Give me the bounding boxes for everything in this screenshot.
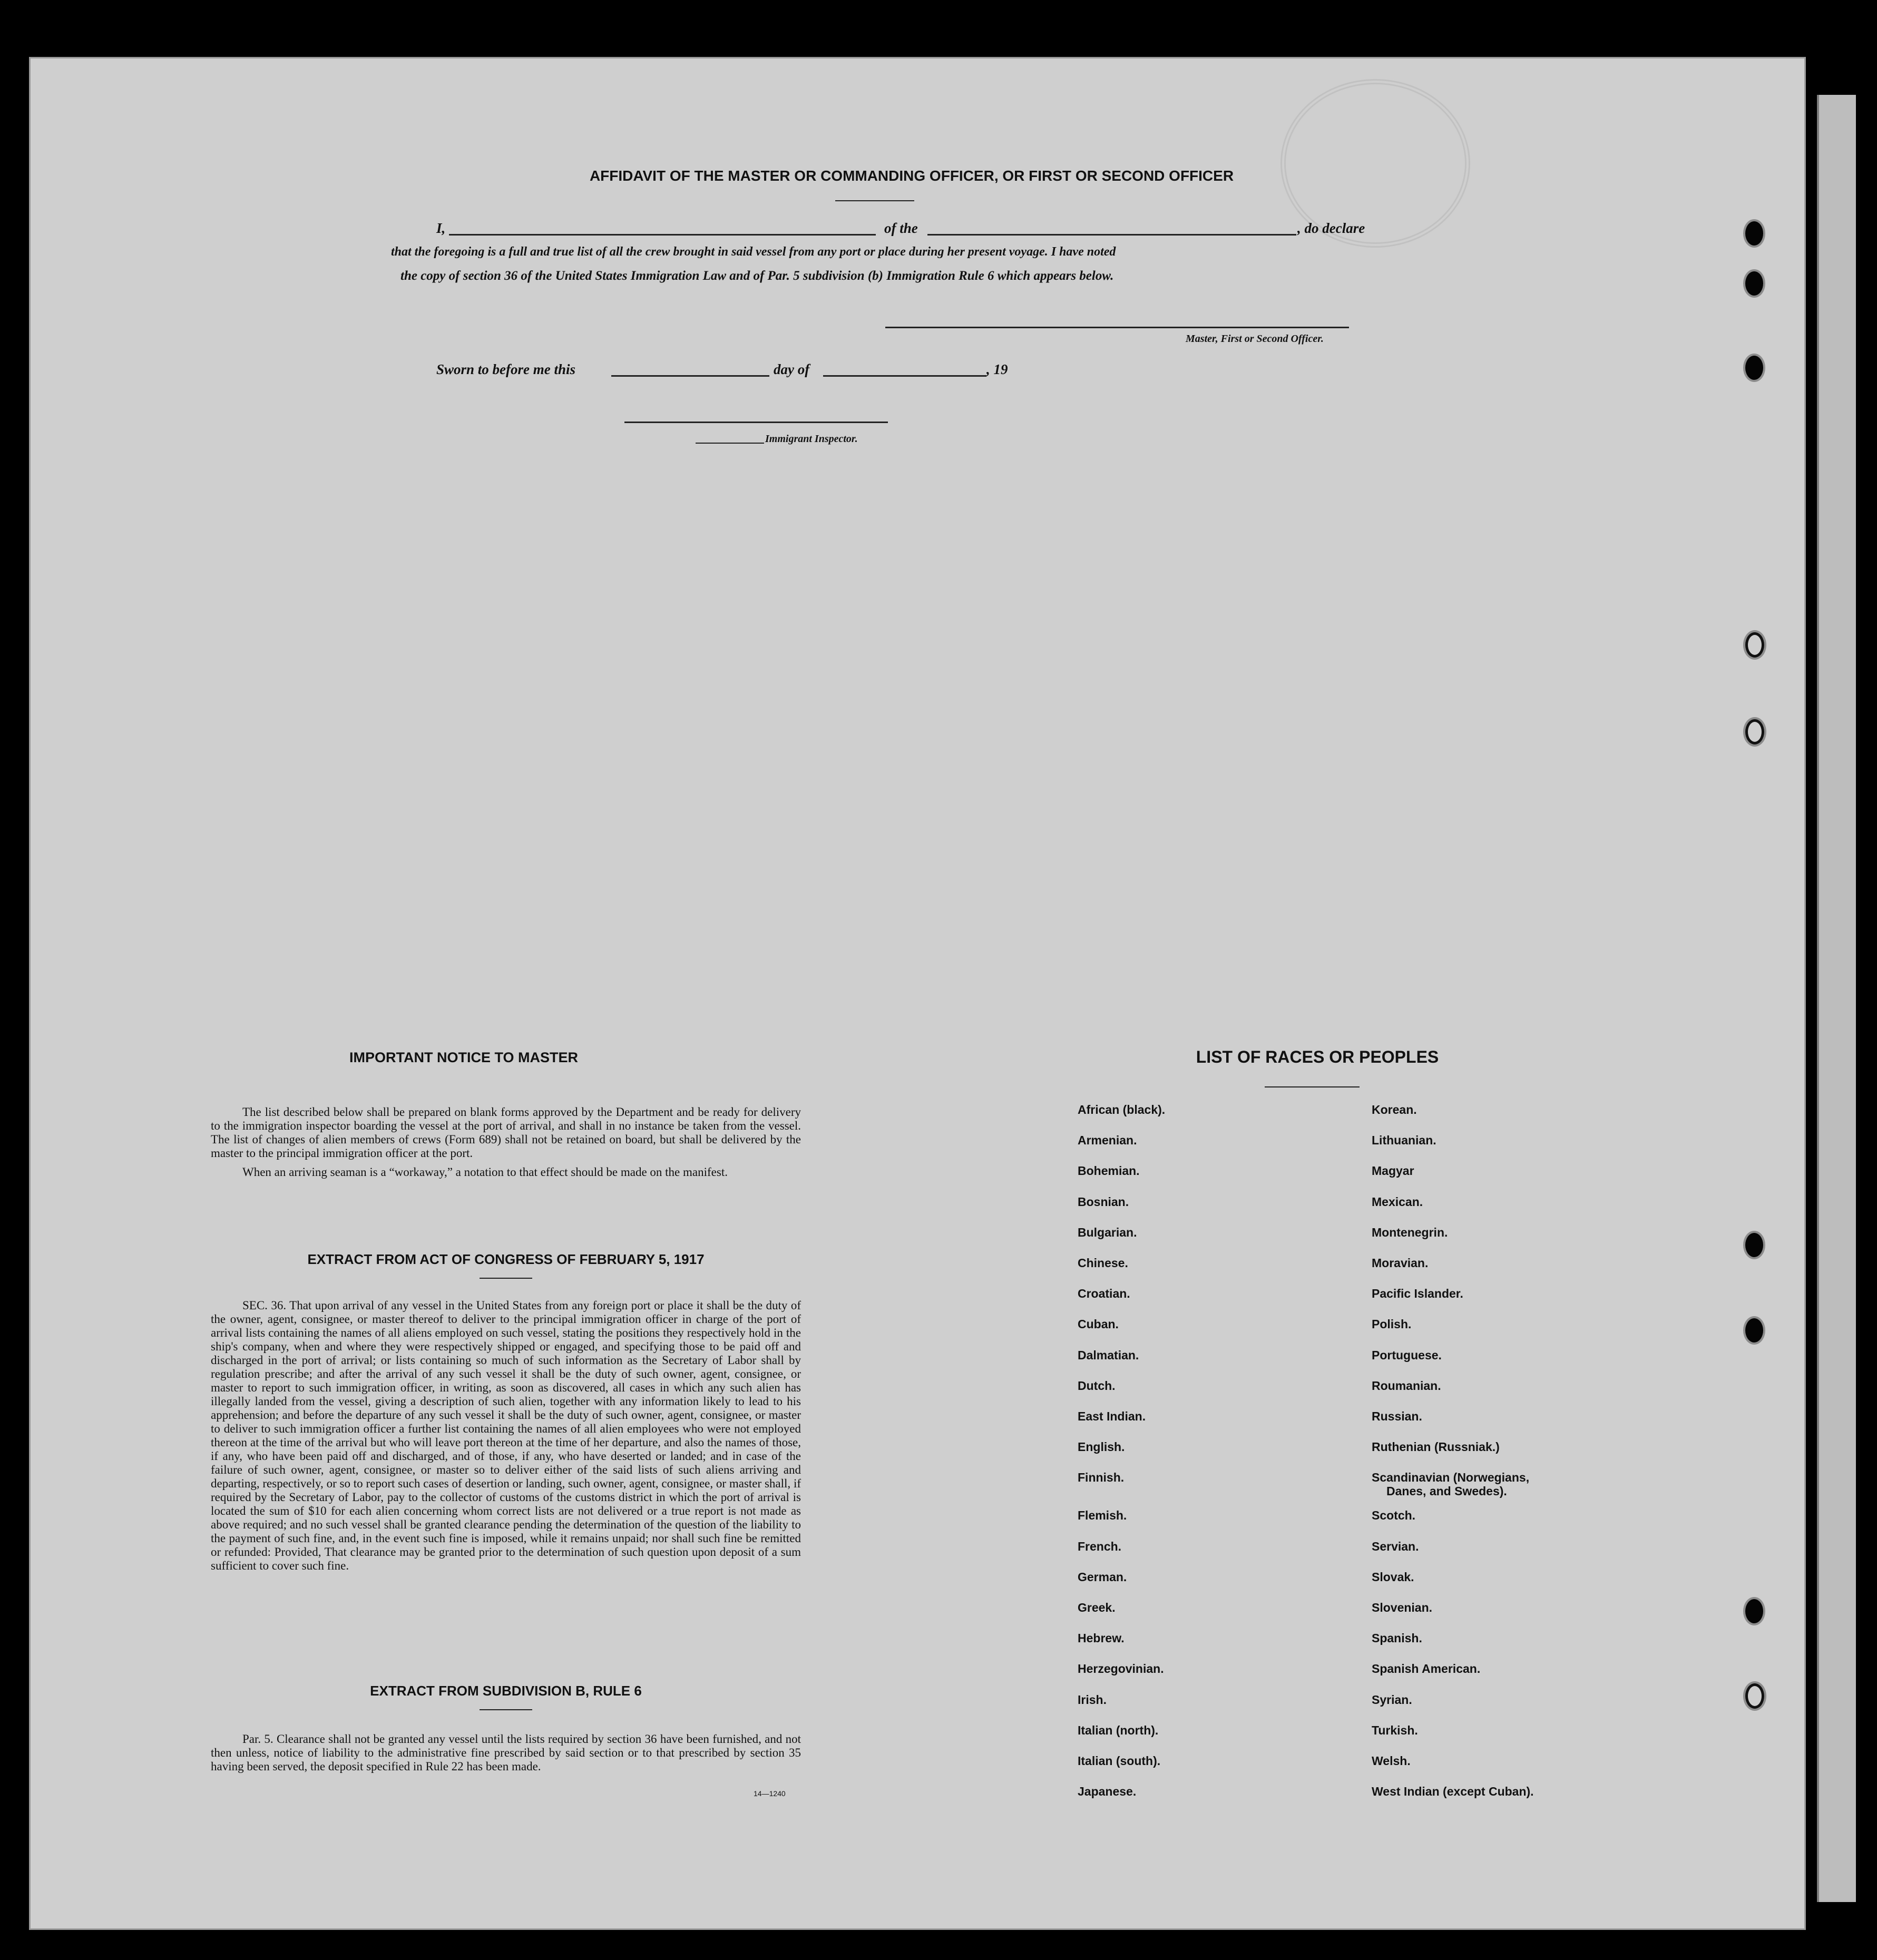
race-item: Russian.: [1372, 1409, 1422, 1423]
binder-hole-icon: [1745, 221, 1763, 246]
binder-hole-icon: [1745, 271, 1763, 296]
race-item: Spanish.: [1372, 1631, 1422, 1645]
race-item: Italian (north).: [1078, 1723, 1159, 1737]
race-item: Japanese.: [1078, 1785, 1137, 1799]
divider: [1265, 1086, 1360, 1087]
races-list-title: LIST OF RACES OR PEOPLES: [1196, 1047, 1439, 1066]
race-item: Slovak.: [1372, 1570, 1414, 1584]
divider: [835, 200, 914, 201]
race-item: Finnish.: [1078, 1471, 1125, 1485]
race-item: Flemish.: [1078, 1508, 1127, 1523]
race-item: Bulgarian.: [1078, 1225, 1137, 1239]
rule-extract-title: EXTRACT FROM SUBDIVISION B, RULE 6: [370, 1683, 642, 1699]
race-item: French.: [1078, 1539, 1122, 1553]
divider: [480, 1278, 532, 1279]
race-item: Bohemian.: [1078, 1164, 1140, 1178]
race-item: Bosnian.: [1078, 1194, 1129, 1209]
sworn-day-label: day of: [774, 361, 810, 377]
vessel-name-field[interactable]: [927, 234, 1296, 236]
race-item: Greek.: [1078, 1601, 1116, 1614]
rule-extract-body: [211, 1732, 801, 1773]
race-item: English.: [1078, 1440, 1125, 1454]
race-item: Moravian.: [1372, 1256, 1429, 1270]
paragraph-5-text: Par. 5. Clearance shall not be granted any vessel until the lists required by section 36 have been furnished, and not then unless, notice of liability to the administrative fine prescribed by said section or to that prescribed by section 35 having been served, the deposit specified in Rule 22 has been made.: [211, 1732, 801, 1773]
race-item: Slovenian.: [1372, 1601, 1433, 1614]
race-item: African (black).: [1078, 1103, 1166, 1116]
race-item: Irish.: [1078, 1692, 1107, 1707]
race-item: Mexican.: [1372, 1194, 1423, 1209]
race-item: Montenegrin.: [1372, 1225, 1448, 1239]
race-item: Spanish American.: [1372, 1662, 1481, 1676]
inspector-signature-prefix: [696, 443, 764, 444]
race-item: Roumanian.: [1372, 1378, 1441, 1393]
affidavit-line-3: the copy of section 36 of the United States Immigration Law and of Par. 5 subdivision (b) Immigration Rule 6 which appears below.: [400, 269, 1114, 283]
binder-hole-icon: [1745, 1318, 1763, 1342]
sworn-year-label: , 19: [986, 361, 1008, 377]
race-item: East Indian.: [1078, 1409, 1146, 1423]
race-item: Dalmatian.: [1078, 1348, 1139, 1362]
sworn-day-field[interactable]: [611, 375, 769, 377]
race-item: Portuguese.: [1372, 1348, 1442, 1362]
affidavit-line-2: that the foregoing is a full and true list of all the crew brought in said vessel from any port or place during her present voyage. I have noted: [391, 245, 1116, 259]
binder-hole-icon: [1745, 719, 1764, 744]
binder-hole-icon: [1745, 1599, 1763, 1623]
race-item: Italian (south).: [1078, 1754, 1161, 1768]
master-signature-field[interactable]: [885, 327, 1349, 328]
race-item: Pacific Islander.: [1372, 1287, 1463, 1301]
notice-paragraph-1: The list described below shall be prepared on blank forms approved by the Department and be ready for delivery to the immigration inspector boarding the vessel at the port of arrival, and shall in no instance be taken from the vessel. The list of changes of alien members of crews (Form 689) shall not be retained on board, but shall be delivered by the master to the principal immigration officer at the port.: [211, 1105, 801, 1160]
inspector-signature-field[interactable]: [624, 422, 888, 423]
vessel-label: of the: [884, 220, 918, 236]
race-item: Cuban.: [1078, 1317, 1119, 1331]
race-item: Scotch.: [1372, 1508, 1416, 1523]
section-36-text: SEC. 36. That upon arrival of any vessel in the United States from any foreign port or place it shall be the duty of the owner, agent, consignee, or master thereof to deliver to the principal immigration officer in charge of the port of arrival lists containing the names of all aliens employed on such vessel, stating the positions they respectively hold in the ship's company, when and where they were respectively shipped or engaged, and specifying those to be paid off and discharged in the port of arrival; or lists containing so much of such information as the Secretary of Labor shall by regulation prescribe; and after the arrival of any such vessel it shall be the duty of such owner, agent, consignee, or master to report to such immigration officer, in writing, as soon as discovered, all cases in which any such alien has illegally landed from the vessel, giving a description of such alien, together with any information likely to lead to his apprehension; and before the departure of any such vessel it shall be the duty of such owner, agent, consignee, or master to deliver to such immigration officer a further list containing the names of all alien employees who were not employed thereon at the time of the arrival but who will leave port thereon at the time of her departure, and also the names of those, if any, who have been paid off and discharged, and of those, if any, who have deserted or landed; and in case of the failure of such owner, agent, consignee, or master so to deliver either of the said lists of such aliens arriving and departing, respectively, or so to report such cases of desertion or landing, such owner, agent, consignee, or master shall, if required by the Secretary of Labor, pay to the collector of customs of the customs district in which the port of arrival is located the sum of $10 for each alien concerning whom correct lists are not delivered or a true report is not made as above required; and no such vessel shall be granted clearance pending the determination of the question of the liability to the payment of such fine, and, in the event such fine is imposed, while it remains unpaid; nor shall such fine be remitted or refunded: Provided, That clearance may be granted prior to the determination of such question upon deposit of a sum sufficient to cover such fine.: [211, 1299, 801, 1572]
declarant-label: I,: [436, 220, 446, 236]
document-sheet: [29, 57, 1806, 1930]
page-edge-strip: [1817, 95, 1856, 1902]
race-item: Hebrew.: [1078, 1631, 1125, 1645]
form-number: 14—1240: [754, 1789, 786, 1798]
race-item: Turkish.: [1372, 1723, 1418, 1737]
race-item: German.: [1078, 1570, 1127, 1584]
sworn-month-field[interactable]: [823, 375, 986, 377]
race-item: Scandinavian (Norwegians,: [1372, 1471, 1530, 1485]
race-item: West Indian (except Cuban).: [1372, 1785, 1534, 1799]
race-item: Servian.: [1372, 1539, 1419, 1553]
inspector-label: Immigrant Inspector.: [765, 433, 858, 445]
affidavit-title: AFFIDAVIT OF THE MASTER OR COMMANDING OFFICER, OR FIRST OR SECOND OFFICER: [589, 168, 1234, 184]
race-item: Chinese.: [1078, 1256, 1128, 1270]
race-item: Ruthenian (Russniak.): [1372, 1440, 1500, 1454]
binder-hole-icon: [1745, 1233, 1763, 1257]
race-item: Danes, and Swedes).: [1386, 1484, 1507, 1498]
notice-body: [211, 1105, 801, 1179]
divider: [480, 1709, 532, 1710]
act-extract-body: [211, 1299, 801, 1573]
affidavit-line-1: [436, 220, 445, 237]
race-item: Korean.: [1372, 1103, 1417, 1116]
race-item: Syrian.: [1372, 1692, 1412, 1707]
notice-paragraph-2: When an arriving seaman is a “workaway,” a notation to that effect should be made on the manifest.: [242, 1165, 728, 1179]
binder-hole-icon: [1745, 1683, 1764, 1709]
race-item: Polish.: [1372, 1317, 1412, 1331]
race-item: Magyar: [1372, 1164, 1414, 1178]
race-item: Lithuanian.: [1372, 1133, 1436, 1148]
binder-hole-icon: [1745, 632, 1764, 658]
notice-title: IMPORTANT NOTICE TO MASTER: [349, 1050, 578, 1065]
race-item: Croatian.: [1078, 1287, 1130, 1301]
race-item: Armenian.: [1078, 1133, 1137, 1148]
act-extract-title: EXTRACT FROM ACT OF CONGRESS OF FEBRUARY 5, 1917: [307, 1251, 705, 1267]
master-signature-label: Master, First or Second Officer.: [1186, 333, 1324, 345]
sworn-label: Sworn to before me this: [436, 361, 576, 377]
race-item: Welsh.: [1372, 1754, 1411, 1768]
declare-label: , do declare: [1297, 220, 1365, 236]
race-item: Herzegovinian.: [1078, 1662, 1164, 1676]
declarant-name-field[interactable]: [449, 234, 876, 236]
binder-hole-icon: [1745, 356, 1763, 380]
race-item: Dutch.: [1078, 1378, 1116, 1393]
